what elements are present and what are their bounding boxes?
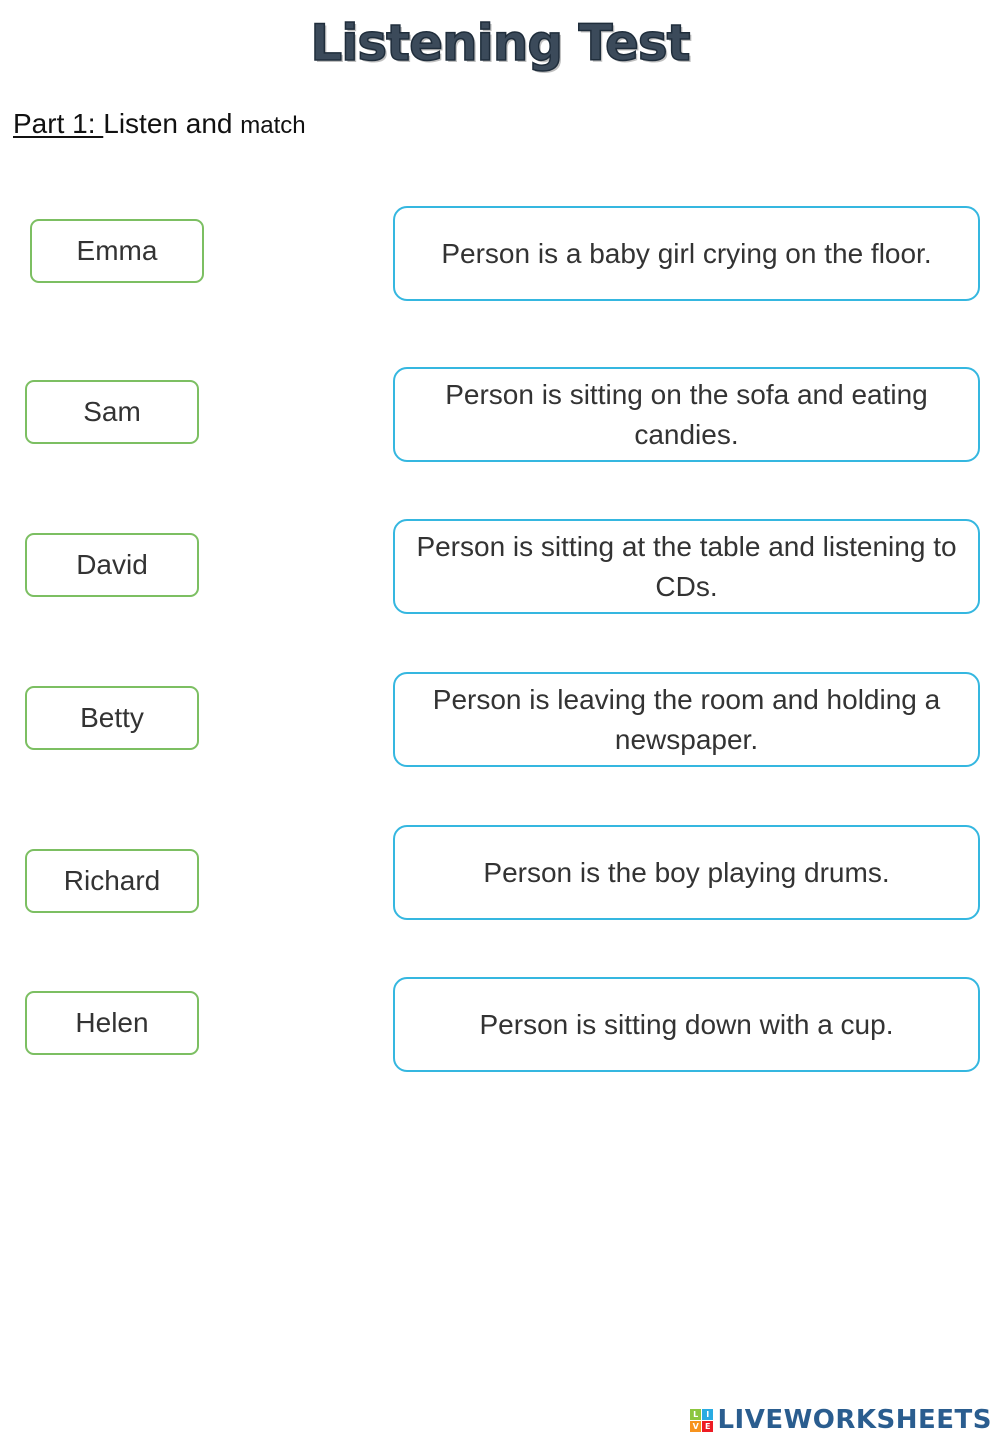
part-label: Part 1: <box>13 108 104 139</box>
part-instruction-match: match <box>240 112 306 139</box>
name-box-david[interactable]: David <box>25 533 199 597</box>
description-box-1[interactable]: Person is a baby girl crying on the floor. <box>393 206 980 301</box>
name-box-sam[interactable]: Sam <box>25 380 199 444</box>
part-instruction: Listen and <box>103 108 241 139</box>
liveworksheets-logo <box>690 1405 992 1435</box>
description-box-5[interactable]: Person is the boy playing drums. <box>393 825 980 920</box>
name-box-emma[interactable]: Emma <box>30 219 204 283</box>
description-box-4[interactable]: Person is leaving the room and holding a newspaper. <box>393 672 980 767</box>
logo-mark-icon: L I V E <box>690 1409 713 1432</box>
part-heading <box>13 108 306 140</box>
name-box-richard[interactable]: Richard <box>25 849 199 913</box>
name-box-helen[interactable]: Helen <box>25 991 199 1055</box>
description-box-6[interactable]: Person is sitting down with a cup. <box>393 977 980 1072</box>
name-box-betty[interactable]: Betty <box>25 686 199 750</box>
page-title: Listening Test <box>310 14 690 72</box>
brand-name: LIVEWORKSHEETS <box>717 1405 992 1435</box>
description-box-3[interactable]: Person is sitting at the table and listening to CDs. <box>393 519 980 614</box>
description-box-2[interactable]: Person is sitting on the sofa and eating candies. <box>393 367 980 462</box>
